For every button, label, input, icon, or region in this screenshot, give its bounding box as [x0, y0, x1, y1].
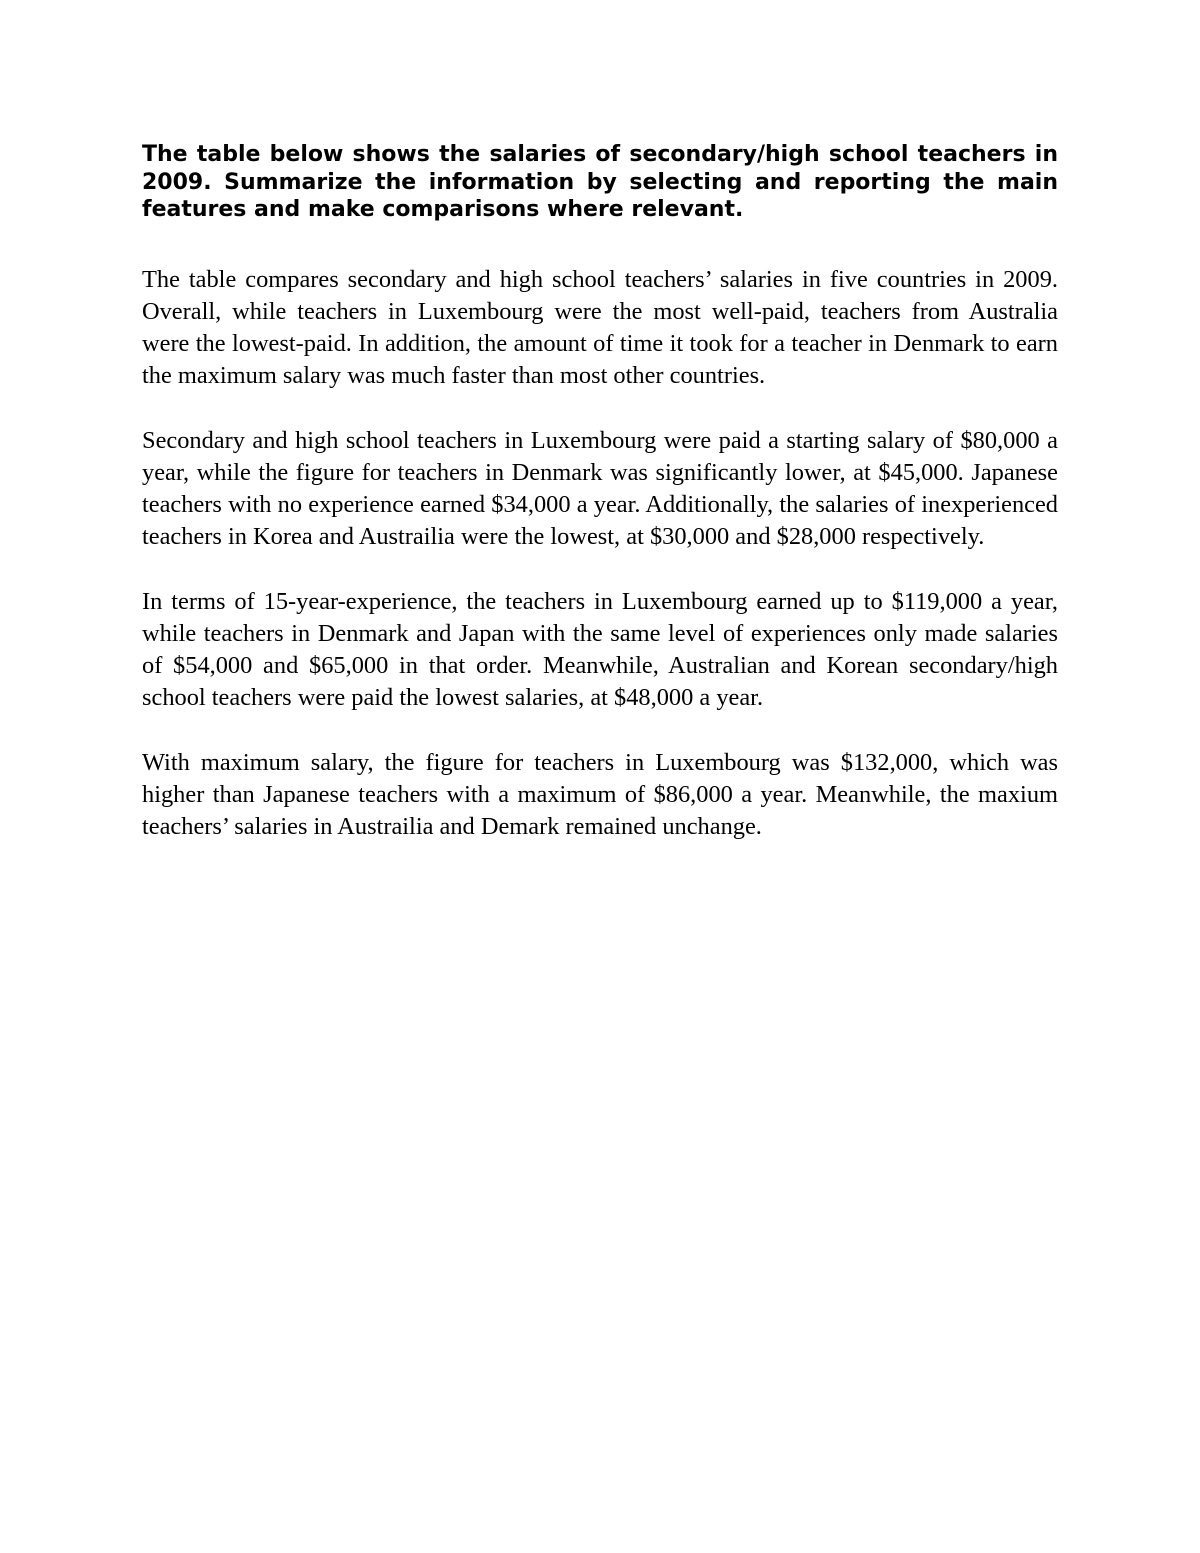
document-body	[142, 141, 1058, 876]
experience-salary-paragraph: In terms of 15-year-experience, the teachers in Luxembourg earned up to $119,000 a year, while teachers in Denmark and Japan with the same level of experiences only made salaries of $54,000 and $65,000 in that order. Meanwhile, Australian and Korean secondary/high school teachers were paid the lowest salaries, at $48,000 a year.	[142, 587, 1058, 711]
overview-paragraph: The table compares secondary and high school teachers’ salaries in five countries in 2009. Overall, while teachers in Luxembourg were the most well-paid, teachers from Australia were the lowest-paid. In addition, the amount of time it took for a teacher in Denmark to earn the maximum salary was much faster than most other countries.	[142, 265, 1058, 389]
starting-salary-paragraph: Secondary and high school teachers in Luxembourg were paid a starting salary of $80,000 a year, while the figure for teachers in Denmark was significantly lower, at $45,000. Japanese teachers with no experience earned $34,000 a year. Additionally, the salaries of inexperienced teachers in Korea and Austrailia were the lowest, at $30,000 and $28,000 respectively.	[142, 426, 1058, 550]
maximum-salary-paragraph: With maximum salary, the figure for teachers in Luxembourg was $132,000, which was higher than Japanese teachers with a maximum of $86,000 a year. Meanwhile, the maxium teachers’ salaries in Austrailia and Demark remained unchange.	[142, 748, 1058, 840]
task-prompt: The table below shows the salaries of secondary/high school teachers in 2009. Summarize the information by selecting and reporting the main features and make comparisons where relevant.	[142, 142, 1058, 222]
